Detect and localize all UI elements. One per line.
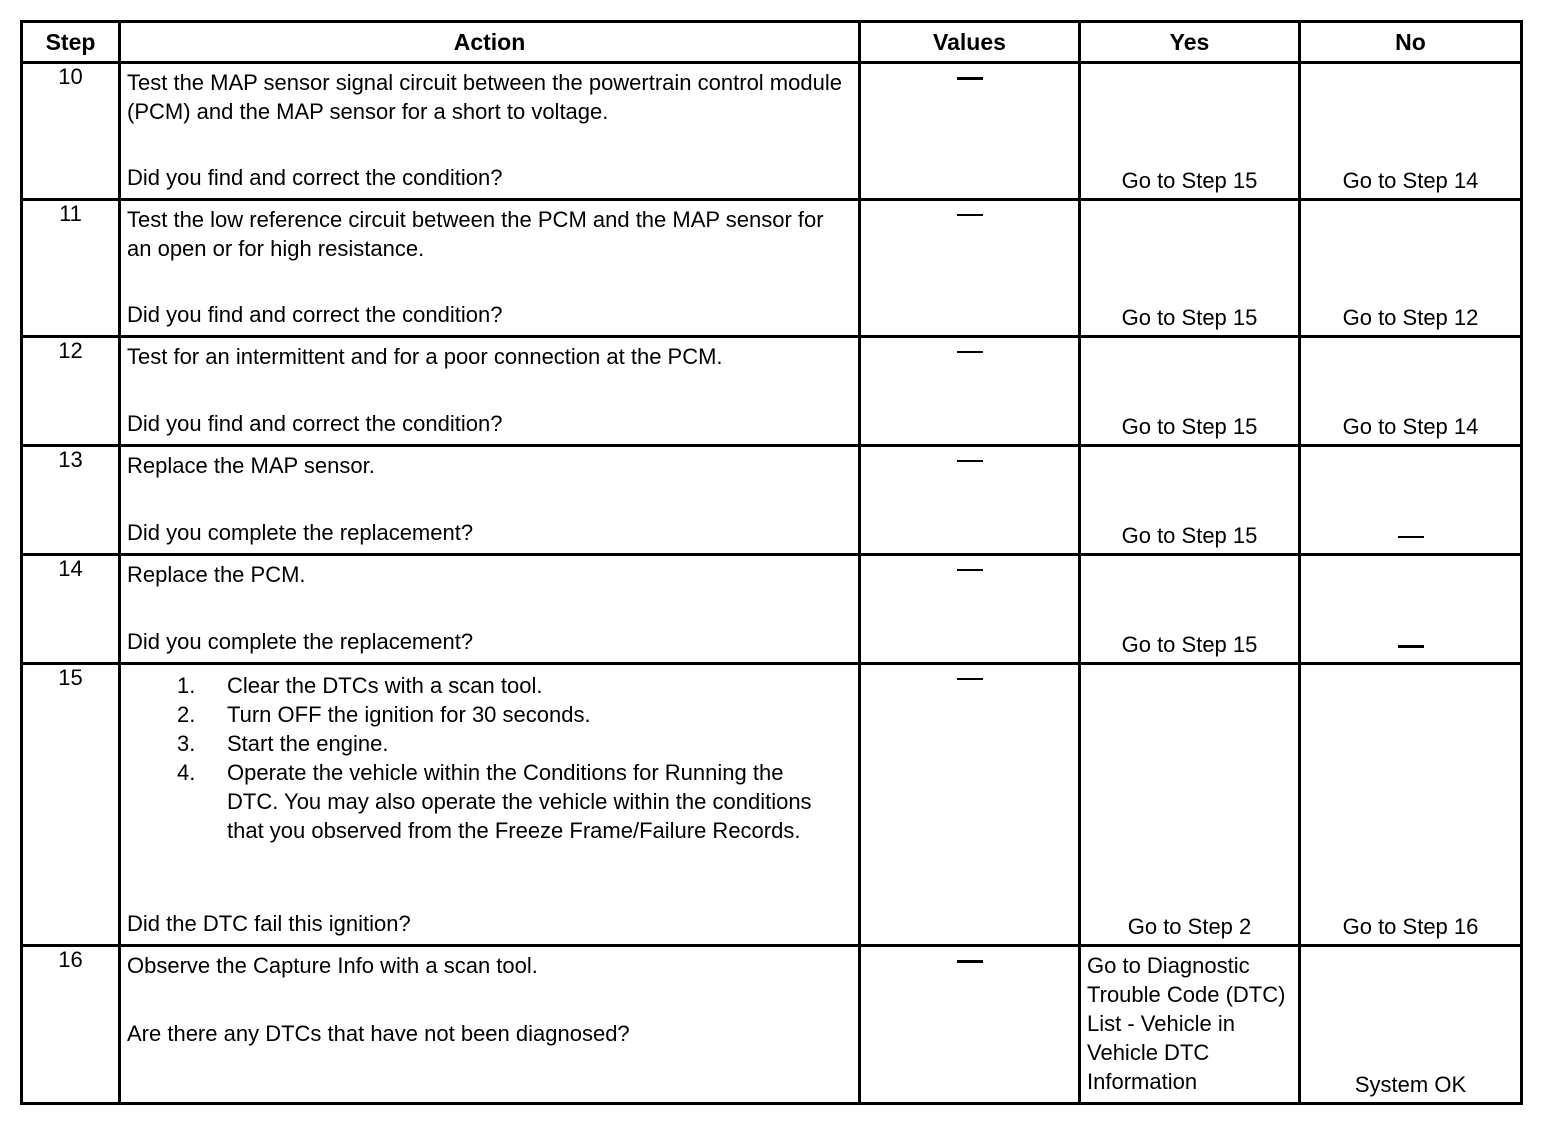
yes-link[interactable]: Go to Diagnostic Trouble Code (DTC) List - Vehicle in Vehicle DTC Information	[1087, 953, 1286, 1094]
diagnostic-table	[20, 20, 1523, 1105]
table-row	[22, 200, 1522, 337]
action-text: Test the MAP sensor signal circuit between the powertrain control module (PCM) and the MAP sensor for a short to voltage.	[127, 70, 842, 124]
no-link[interactable]: Go to Step 12	[1342, 305, 1479, 330]
action-text: Replace the MAP sensor.	[127, 453, 375, 478]
header-no: No	[1300, 22, 1522, 63]
yes-cell	[1080, 555, 1300, 664]
no-cell	[1300, 946, 1522, 1104]
table-row	[22, 337, 1522, 446]
header-row	[22, 22, 1522, 63]
action-text: Observe the Capture Info with a scan tool.	[127, 953, 538, 978]
step-number: 12	[22, 337, 120, 446]
yes-cell	[1080, 946, 1300, 1104]
yes-link[interactable]: Go to Step 15	[1121, 168, 1258, 193]
dash-icon	[957, 77, 983, 80]
yes-link[interactable]: Go to Step 15	[1121, 632, 1258, 657]
yes-link[interactable]: Go to Step 15	[1121, 305, 1258, 330]
no-result: System OK	[1354, 1072, 1467, 1097]
action-text: Test for an intermittent and for a poor connection at the PCM.	[127, 344, 723, 369]
list-item: 3. Start the engine.	[177, 731, 389, 756]
no-link[interactable]: Go to Step 14	[1342, 168, 1479, 193]
action-text: Replace the PCM.	[127, 562, 306, 587]
header-yes: Yes	[1080, 22, 1300, 63]
yes-cell	[1080, 446, 1300, 555]
step-number: 15	[22, 664, 120, 946]
action-question: Are there any DTCs that have not been diagnosed?	[127, 1021, 630, 1046]
yes-cell	[1080, 337, 1300, 446]
values-cell	[860, 63, 1080, 200]
step-number: 11	[22, 200, 120, 337]
yes-link[interactable]: Go to Step 15	[1121, 523, 1258, 548]
action-question: Did you complete the replacement?	[127, 629, 474, 654]
step-number: 13	[22, 446, 120, 555]
yes-cell	[1080, 63, 1300, 200]
header-action: Action	[120, 22, 860, 63]
dash-icon	[1398, 645, 1424, 648]
dash-icon	[957, 678, 983, 680]
yes-link[interactable]: Go to Step 2	[1127, 914, 1252, 939]
values-cell	[860, 446, 1080, 555]
no-cell	[1300, 63, 1522, 200]
no-cell	[1300, 664, 1522, 946]
step-number: 14	[22, 555, 120, 664]
list-item: 2. Turn OFF the ignition for 30 seconds.	[177, 702, 591, 727]
values-cell	[860, 555, 1080, 664]
dash-icon	[957, 214, 983, 216]
table-row	[22, 946, 1522, 1104]
values-cell	[860, 946, 1080, 1104]
action-question: Did you find and correct the condition?	[127, 411, 503, 436]
procedure-list	[127, 671, 852, 845]
values-cell	[860, 200, 1080, 337]
no-cell	[1300, 446, 1522, 555]
no-cell	[1300, 200, 1522, 337]
list-item: 4. Operate the vehicle within the Conditions for Running the DTC. You may also operate the vehicle within the conditions that you observed from the Freeze Frame/Failure Records.	[177, 760, 812, 843]
yes-cell	[1080, 664, 1300, 946]
action-question: Did you find and correct the condition?	[127, 302, 503, 327]
dash-icon	[1398, 536, 1424, 538]
table-row	[22, 664, 1522, 946]
no-cell	[1300, 337, 1522, 446]
no-cell	[1300, 555, 1522, 664]
no-link[interactable]: Go to Step 16	[1342, 914, 1479, 939]
yes-link[interactable]: Go to Step 15	[1121, 414, 1258, 439]
action-question: Did you find and correct the condition?	[127, 165, 503, 190]
step-number: 10	[22, 63, 120, 200]
step-number: 16	[22, 946, 120, 1104]
table-row	[22, 63, 1522, 200]
action-question: Did the DTC fail this ignition?	[127, 911, 411, 936]
dash-icon	[957, 460, 983, 462]
action-question: Did you complete the replacement?	[127, 520, 474, 545]
yes-cell	[1080, 200, 1300, 337]
header-values: Values	[860, 22, 1080, 63]
dash-icon	[957, 960, 983, 963]
no-link[interactable]: Go to Step 14	[1342, 414, 1479, 439]
dash-icon	[957, 351, 983, 353]
dash-icon	[957, 569, 983, 571]
values-cell	[860, 337, 1080, 446]
header-step: Step	[22, 22, 120, 63]
table-row	[22, 446, 1522, 555]
action-text: Test the low reference circuit between the PCM and the MAP sensor for an open or for high resistance.	[127, 207, 824, 261]
list-item: 1. Clear the DTCs with a scan tool.	[177, 673, 543, 698]
table-row	[22, 555, 1522, 664]
values-cell	[860, 664, 1080, 946]
